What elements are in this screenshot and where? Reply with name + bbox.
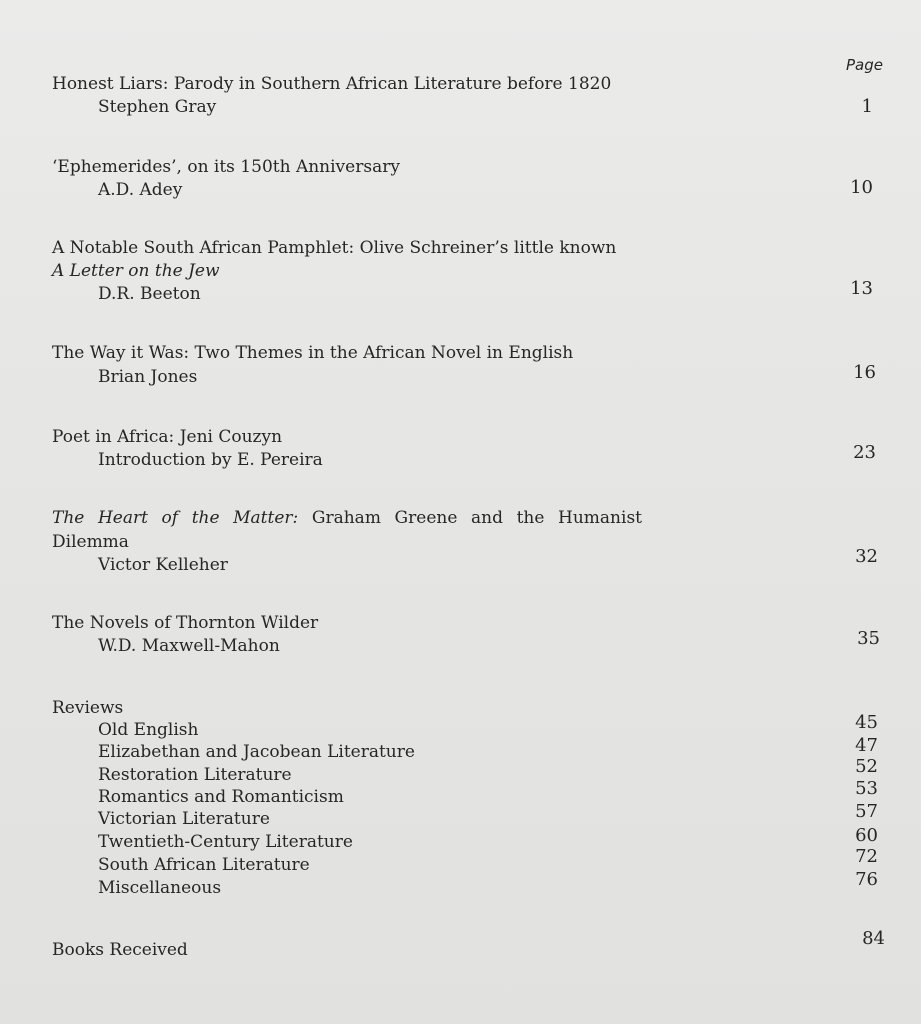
review-page: 47	[855, 735, 878, 756]
entry-page: 1	[861, 96, 873, 117]
review-item: South African Literature	[98, 855, 310, 875]
entry-title: Honest Liars: Parody in Southern African Literature before 1820	[52, 74, 612, 94]
entry-page: 16	[853, 362, 876, 383]
entry-page: 10	[850, 177, 873, 198]
review-item: Miscellaneous	[98, 878, 222, 898]
entry-author: Victor Kelleher	[98, 555, 228, 575]
entry-title: The Novels of Thornton Wilder	[52, 613, 319, 633]
entry-author: W.D. Maxwell-Mahon	[98, 636, 280, 656]
books-received-label: Books Received	[52, 940, 188, 960]
entry-author: A.D. Adey	[98, 180, 183, 200]
review-item: Romantics and Romanticism	[98, 787, 344, 807]
entry-author: Introduction by E. Pereira	[98, 450, 323, 470]
entry-page: 23	[853, 442, 876, 463]
review-item: Elizabethan and Jacobean Literature	[98, 742, 415, 762]
entry-page: 35	[857, 628, 880, 649]
review-page: 52	[855, 756, 878, 777]
entry-title	[52, 507, 642, 529]
page-column-header: Page	[846, 56, 883, 74]
review-item: Victorian Literature	[98, 809, 270, 829]
reviews-heading: Reviews	[52, 698, 124, 718]
review-page: 45	[855, 712, 878, 733]
review-item: Restoration Literature	[98, 765, 292, 785]
entry-title: Poet in Africa: Jeni Couzyn	[52, 427, 283, 447]
review-item: Twentieth-Century Literature	[98, 832, 353, 852]
review-item: Old English	[98, 720, 199, 740]
review-page: 57	[855, 801, 878, 822]
entry-title-line2: A Letter on the Jew	[52, 261, 220, 281]
entry-title-line2: Dilemma	[52, 532, 129, 552]
review-page: 72	[855, 846, 878, 867]
books-received-page: 84	[862, 928, 885, 949]
entry-author: Brian Jones	[98, 367, 198, 387]
entry-author: Stephen Gray	[98, 97, 217, 117]
entry-title: The Way it Was: Two Themes in the African Novel in English	[52, 343, 574, 363]
entry-title-italic: The Heart of the Matter:	[52, 508, 299, 528]
entry-author: D.R. Beeton	[98, 284, 201, 304]
entry-page: 13	[850, 278, 873, 299]
review-page: 53	[855, 778, 878, 799]
entry-page: 32	[855, 546, 878, 567]
entry-title: ‘Ephemerides’, on its 150th Anniversary	[52, 157, 400, 177]
review-page: 60	[855, 825, 878, 846]
review-page: 76	[855, 869, 878, 890]
entry-title: A Notable South African Pamphlet: Olive Schreiner’s little known	[52, 238, 617, 258]
entry-title-rest: Graham Greene and the Humanist	[311, 508, 642, 528]
